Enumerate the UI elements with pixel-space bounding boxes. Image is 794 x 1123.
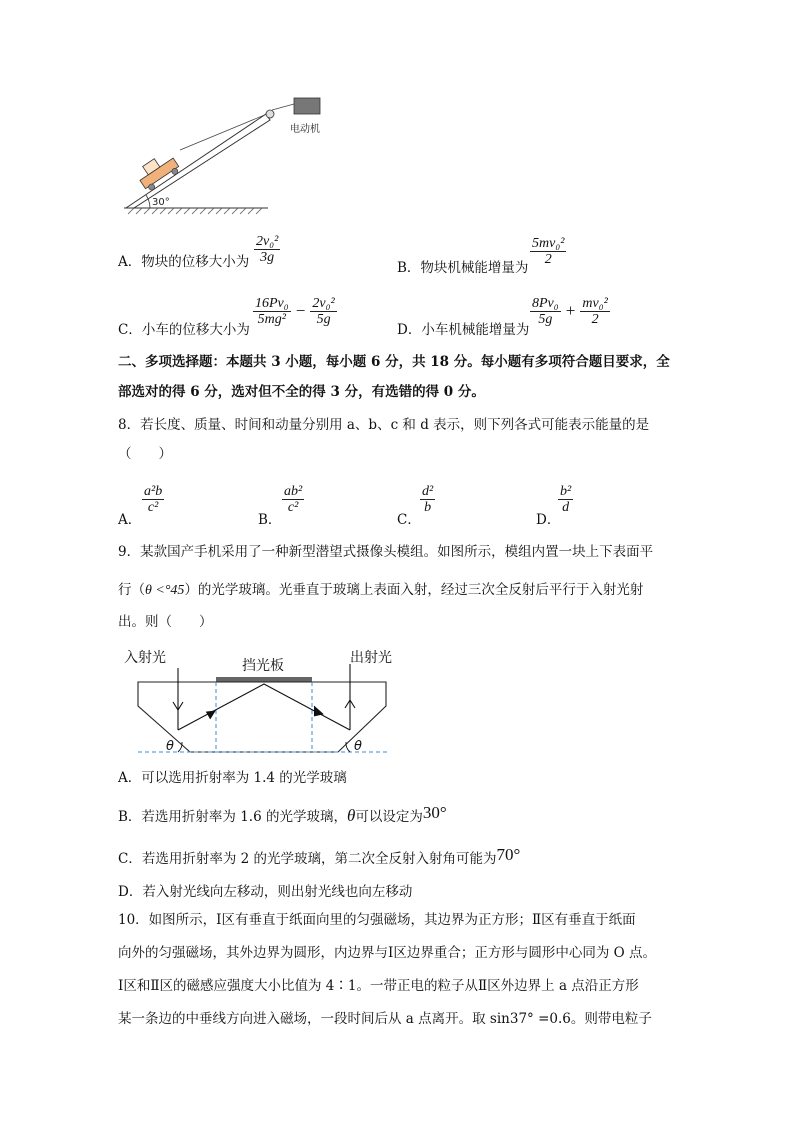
q7-d-num2: mv₀² [582, 296, 608, 311]
q7-option-b-label: B．物块机械能增量为 [397, 260, 529, 276]
q7-option-a [118, 252, 249, 272]
q8-b-num: ab² [284, 484, 303, 499]
q9-stem-line2a: 行（ [118, 582, 145, 598]
q8-option-c-label: C． [397, 512, 421, 528]
q7-b-num: 5mv₀² [532, 236, 565, 251]
q7-b-den: 2 [544, 252, 552, 267]
q8-c-den: b [424, 500, 432, 515]
q8-d-num: b² [560, 484, 572, 499]
q7-d-num1: 8Pv₀ [532, 296, 559, 311]
q7-option-a-label: A．物块的位移大小为 [118, 254, 250, 270]
q7-option-a-fraction [254, 234, 280, 265]
q9-option-b [118, 803, 447, 827]
q9-option-c [118, 845, 521, 869]
exit-light-label: 出射光 [350, 650, 392, 666]
q7-a-num: 2v₀² [256, 234, 279, 249]
q9-option-c-value: 70° [496, 845, 521, 864]
q8-option-d-fraction [558, 484, 573, 515]
q9-stem-line1: 9．某款国产手机采用了一种新型潜望式摄像头模组。如图所示，模组内置一块上下表面平 [118, 544, 654, 560]
light-shield-label: 挡光板 [242, 658, 284, 674]
q7-c-op: − [295, 301, 306, 320]
theta-right-label: θ [354, 739, 362, 754]
q10-line1: 10．如图所示，Ⅰ区有垂直于纸面向里的匀强磁场，其边界为正方形；Ⅱ区有垂直于纸面 [118, 912, 636, 928]
q9-option-b-pre: B．若选用折射率为 1.6 的光学玻璃， [118, 809, 347, 825]
q8-stem-line1: 8．若长度、质量、时间和动量分别用 a、b、c 和 d 表示，则下列各式可能表示能量的是 [118, 417, 650, 433]
q8-option-b-fraction [282, 484, 304, 515]
q9-stem-line3: 出。则（ ） [118, 614, 213, 630]
q9-option-c-pre: C．若选用折射率为 2 的光学玻璃，第二次全反射入射角可能为 [118, 851, 497, 867]
q7-option-b-fraction [530, 236, 566, 267]
light-shield-plate [216, 677, 312, 682]
section2-line1: 二、多项选择题：本题共 3 小题，每小题 6 分，共 18 分。每小题有多项符合题目要求，全 [118, 354, 670, 370]
q7-a-den: 3g [260, 250, 275, 265]
q8-option-a-fraction [142, 484, 164, 515]
q9-option-b-value: 30° [422, 803, 447, 822]
incline-angle-label: 30° [152, 197, 170, 208]
q9-option-a: A．可以选用折射率为 1.4 的光学玻璃 [118, 770, 347, 786]
q8-a-num: a²b [144, 484, 163, 499]
q7-d-den1: 5g [538, 312, 553, 327]
q9-option-b-mid: 可以设定为 [355, 809, 423, 825]
q7-option-d-label: D．小车机械能增量为 [397, 322, 530, 338]
q7-option-d-expr [530, 296, 610, 327]
q7-d-den2: 2 [591, 312, 599, 327]
q7-option-c-label: C．小车的位移大小为 [118, 322, 250, 338]
q9-theta-condition: θ <°45 [145, 583, 185, 598]
periscope-glass-figure [118, 644, 398, 760]
incline-motor-figure [116, 92, 336, 217]
q8-option-c-fraction [420, 484, 435, 515]
incident-light-label: 入射光 [124, 650, 166, 666]
q8-option-d-label: D． [536, 512, 561, 528]
q10-line4: 某一条边的中垂线方向进入磁场，一段时间后从 a 点离开。取 sin37° =0.6。则带电粒子 [118, 1011, 652, 1027]
q7-c-den1: 5mg² [257, 312, 286, 327]
q7-d-op: + [565, 301, 576, 320]
q8-a-den: c² [147, 500, 159, 515]
q7-option-c [118, 320, 250, 340]
section2-line2: 部选对的得 6 分，选对但不全的得 3 分，有选错的得 0 分。 [118, 384, 485, 400]
q8-c-num: d² [422, 484, 434, 499]
q9-option-d: D．若入射光线向左移动，则出射光线也向左移动 [118, 884, 413, 900]
q8-stem-line2: （ ） [118, 446, 172, 462]
q8-option-b-label: B． [258, 512, 282, 528]
q9-option-b-theta: θ [346, 806, 356, 825]
q8-d-den: d [562, 500, 570, 515]
motor-label: 电动机 [290, 124, 320, 135]
q8-option-a-label: A． [118, 512, 142, 528]
q7-c-num2: 2v₀² [312, 296, 335, 311]
q7-c-den2: 5g [316, 312, 331, 327]
q8-b-den: c² [287, 500, 299, 515]
q7-option-c-expr [253, 296, 337, 327]
q10-line2: 向外的匀强磁场，其外边界为圆形，内边界与Ⅰ区边界重合；正方形与圆形中心同为 O 点。 [118, 945, 656, 961]
q9-stem-line2 [118, 580, 643, 601]
q7-option-b [397, 258, 528, 278]
q10-line3: Ⅰ区和Ⅱ区的磁感应强度大小比值为 4∶1。一带正电的粒子从Ⅱ区外边界上 a 点沿正方形 [118, 978, 639, 994]
q7-option-d [397, 320, 529, 340]
q7-c-num1: 16Pv₀ [255, 296, 289, 311]
theta-left-label: θ [166, 739, 174, 754]
q9-stem-line2b: ）的光学玻璃。光垂直于玻璃上表面入射，经过三次全反射后平行于入射光射 [184, 582, 644, 598]
